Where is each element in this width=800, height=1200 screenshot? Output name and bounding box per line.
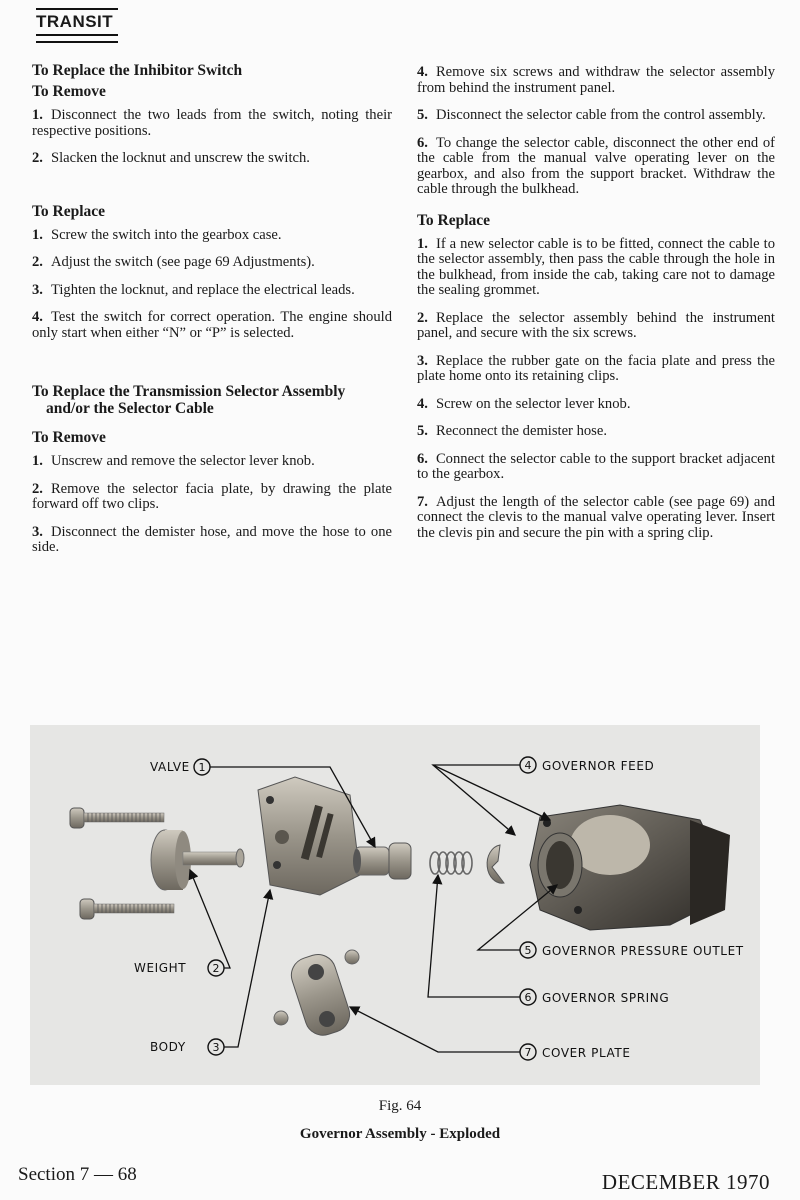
clip-part (487, 845, 504, 883)
subsection-heading: To Remove (32, 83, 106, 100)
step-item: 2. Slacken the locknut and unscrew the switch. (32, 150, 310, 166)
screw-icon (80, 899, 174, 919)
body-part (258, 777, 360, 895)
footer-date: DECEMBER 1970 (601, 1170, 770, 1194)
step-item: 4. Remove six screws and withdraw the selector assembly from behind the instrument panel. (417, 64, 775, 96)
callout-7 (520, 1044, 631, 1060)
cover-plate-part (274, 950, 359, 1040)
figure-caption: Governor Assembly - Exploded (299, 1126, 501, 1142)
callout-3 (150, 1039, 224, 1055)
header-rule (36, 34, 118, 36)
callout-4 (520, 757, 654, 773)
svg-text:VALVE: VALVE (150, 760, 190, 774)
subsection-heading: To Replace (417, 211, 491, 229)
step-item: 4. Screw on the selector lever knob. (417, 395, 631, 412)
svg-text:WEIGHT: WEIGHT (134, 961, 187, 975)
section-title: To Replace the Transmission Selector Assembly and/or the Selector Cable (32, 383, 346, 417)
svg-text:1: 1 (198, 761, 206, 774)
svg-text:5: 5 (524, 944, 532, 957)
left-column (32, 62, 392, 568)
svg-text:2: 2 (212, 962, 220, 975)
governor-housing-part (530, 805, 730, 930)
screw-icon (70, 808, 164, 828)
callout-1 (150, 759, 210, 775)
callout-6 (520, 989, 669, 1005)
step-item: 5. Disconnect the selector cable from the control assembly. (417, 107, 766, 123)
svg-text:7: 7 (524, 1046, 532, 1059)
section-title: To Replace the Inhibitor Switch (32, 62, 243, 79)
footer-section: Section 7 — 68 (18, 1164, 137, 1185)
callout-5 (520, 942, 744, 958)
step-item: 2. Replace the selector assembly behind the instrument panel, and secure with the six screws. (417, 309, 775, 341)
step-item: 6. To change the selector cable, disconnect the other end of the cable from the manual valve operating lever on the gearbox, and also from the support bracket. Withdraw the cable through the bulkhead. (417, 134, 775, 197)
svg-text:GOVERNOR SPRING: GOVERNOR SPRING (542, 991, 670, 1005)
spring-part (430, 852, 472, 874)
svg-text:4: 4 (524, 759, 532, 772)
subsection-heading: To Remove (32, 429, 106, 446)
step-item: 4. Test the switch for correct operation. The engine should only start when either “N” or “P” is selected. (32, 309, 392, 341)
step-item: 2. Remove the selector facia plate, by drawing the plate forward off two clips. (32, 480, 392, 512)
header-title: TRANSIT (36, 12, 114, 31)
svg-text:BODY: BODY (150, 1040, 186, 1054)
governor-exploded-figure (30, 725, 760, 1085)
step-item: 3. Tighten the locknut, and replace the electrical leads. (32, 281, 355, 298)
svg-text:3: 3 (212, 1041, 220, 1054)
step-item: 3. Disconnect the demister hose, and move the hose to one side. (32, 523, 392, 555)
step-item: 1. Unscrew and remove the selector lever knob. (32, 453, 315, 469)
subsection-heading: To Replace (32, 202, 106, 220)
step-item: 7. Adjust the length of the selector cable (see page 69) and connect the clevis to the manual valve operating lever. Insert the clevis pin and secure the pin with a spring clip. (417, 493, 775, 541)
step-item: 1. If a new selector cable is to be fitted, connect the cable to the selector assembly, then pass the cable through the hole in the bulkhead, from inside the cab, taking care not to damage the sealing grommet. (417, 235, 775, 298)
svg-text:GOVERNOR PRESSURE OUTLET: GOVERNOR PRESSURE OUTLET (542, 944, 744, 958)
step-item: 1. Disconnect the two leads from the switch, noting their respective positions. (32, 107, 392, 139)
callout-2 (134, 960, 224, 976)
figure-illustration (30, 725, 760, 1085)
page-header (36, 8, 118, 43)
svg-text:COVER PLATE: COVER PLATE (542, 1046, 631, 1060)
right-column (417, 65, 775, 553)
step-item: 5. Reconnect the demister hose. (417, 423, 607, 439)
step-item: 2. Adjust the switch (see page 69 Adjustments). (32, 254, 315, 270)
step-item: 1. Screw the switch into the gearbox case. (32, 226, 282, 243)
weight-part (151, 830, 244, 890)
step-item: 6. Connect the selector cable to the support bracket adjacent to the gearbox. (417, 450, 775, 482)
svg-text:GOVERNOR FEED: GOVERNOR FEED (542, 759, 655, 773)
header-rule (36, 8, 118, 10)
callout-leaders (190, 765, 557, 1052)
header-rule (36, 41, 118, 43)
step-item: 3. Replace the rubber gate on the facia plate and press the plate home onto its retaining clips. (417, 352, 775, 384)
figure-number: Fig. 64 (378, 1098, 422, 1114)
svg-text:6: 6 (524, 991, 532, 1004)
valve-part (353, 843, 411, 879)
